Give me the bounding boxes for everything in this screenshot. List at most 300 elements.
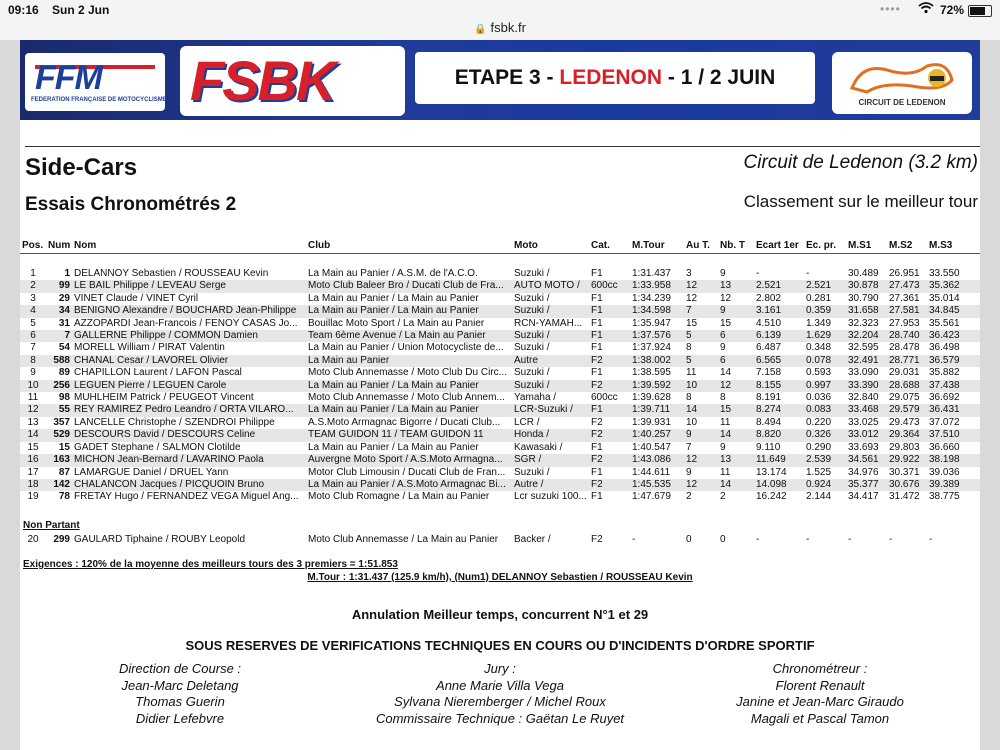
table-cell: Suzuki / [514, 466, 550, 478]
jury-name: Anne Marie Villa Vega [436, 677, 564, 693]
table-cell: 1:39.711 [630, 404, 684, 416]
table-cell: 1:37.576 [630, 330, 684, 342]
table-cell: 12 [684, 280, 718, 292]
table-cell: 29.075 [889, 392, 920, 404]
table-cell: 8 [720, 392, 726, 404]
table-cell: 0 [720, 534, 726, 545]
table-cell: 78 [58, 491, 70, 503]
table-cell: 8.274 [754, 404, 804, 416]
table-cell: 0.281 [806, 292, 832, 304]
ffm-logo[interactable] [25, 53, 165, 111]
table-cell: F1 [591, 342, 603, 354]
table-cell: 32.204 [846, 330, 887, 342]
table-cell: 31.658 [846, 305, 887, 317]
table-cell: SGR / [512, 454, 589, 466]
table-cell: 29.579 [887, 404, 927, 416]
chrono-name: Magali et Pascal Tamon [750, 710, 890, 726]
table-cell: 30.676 [887, 479, 927, 491]
table-cell: 8 [686, 392, 692, 404]
table-cell: 34.976 [848, 466, 879, 478]
table-cell: 1:40.547 [632, 441, 671, 453]
jury-title: Jury : [484, 661, 516, 676]
event-title [415, 52, 815, 104]
table-cell: 55 [46, 404, 72, 416]
table-cell: 12 [686, 292, 698, 304]
column-header: M.S2 [887, 237, 927, 254]
table-cell: 38.775 [929, 491, 960, 503]
fsbk-logo[interactable] [180, 46, 405, 116]
table-cell: F1 [591, 466, 603, 478]
table-row[interactable] [20, 442, 980, 454]
table-row[interactable] [20, 404, 980, 416]
table-cell: 28.771 [887, 355, 927, 367]
table-cell: 15 [686, 317, 698, 329]
table-cell: 5 [30, 317, 36, 329]
table-cell: 17 [27, 466, 39, 478]
category-title: Side-Cars [25, 154, 138, 181]
table-cell: Suzuki / [514, 367, 550, 379]
table-row[interactable] [20, 491, 980, 503]
ffm-logo-text: FFM [35, 59, 102, 97]
circuit-logo[interactable] [832, 52, 972, 114]
table-cell: 31.472 [889, 491, 920, 503]
table-cell: F1 [591, 317, 603, 329]
column-header: Ecart 1er [754, 237, 804, 254]
table-cell: 9 [720, 342, 726, 354]
table-cell: 1:34.239 [632, 292, 671, 304]
table-cell: 600cc [591, 392, 618, 404]
table-cell: - [806, 534, 810, 545]
etape-prefix: ETAPE 3 - [454, 66, 560, 89]
table-cell: MICHON Jean-Bernard / LAVARINO Paola [72, 454, 306, 466]
table-cell: 34 [46, 305, 72, 317]
table-cell: DESCOURS David / DESCOURS Celine [72, 429, 306, 441]
table-cell: 32.491 [846, 355, 887, 367]
table-row[interactable] [20, 454, 980, 466]
ffm-subtitle: FEDERATION FRANÇAISE DE MOTOCYCLISME [31, 97, 167, 103]
etape-venue: LEDENON [559, 66, 663, 89]
table-cell: 32.840 [848, 392, 879, 404]
chrono-name: Florent Renault [775, 677, 865, 693]
table-row[interactable] [20, 380, 980, 392]
table-cell: 2 [720, 491, 726, 503]
table-cell: 27.361 [889, 292, 920, 304]
table-cell: 36.579 [927, 355, 980, 367]
table-cell: 30.371 [889, 466, 920, 478]
table-cell: F1 [591, 367, 603, 379]
column-header: Cat. [589, 237, 630, 254]
table-cell: 20 [27, 534, 39, 545]
annulation-note: Annulation Meilleur temps, concurrent N°1 et 29 [351, 607, 649, 622]
table-cell: 30.878 [846, 280, 887, 292]
column-header: Nom [72, 237, 306, 254]
table-cell: 14 [720, 367, 732, 379]
table-cell: 15 [27, 441, 39, 453]
table-cell: La Main au Panier [306, 355, 512, 367]
table-cell: 0.924 [804, 479, 846, 491]
table-row[interactable] [20, 280, 980, 292]
table-row[interactable] [20, 268, 980, 280]
table-cell: F1 [591, 268, 603, 279]
table-cell: 0.359 [804, 305, 846, 317]
table-cell: 4 [20, 305, 46, 317]
table-cell: 37.438 [927, 380, 980, 392]
table-cell: 1:35.947 [632, 317, 671, 329]
table-cell: 33.090 [848, 367, 879, 379]
table-row[interactable] [20, 367, 980, 379]
table-cell: Kawasaki / [514, 441, 563, 453]
table-cell: 30.489 [848, 268, 879, 279]
table-cell: 9 [720, 268, 726, 279]
table-cell: 29 [58, 292, 70, 304]
table-cell: 13 [27, 416, 39, 428]
table-cell: 588 [46, 355, 72, 367]
table-cell: 14 [20, 429, 46, 441]
table-cell: 99 [46, 280, 72, 292]
table-cell: - [889, 534, 893, 545]
table-cell: 6 [20, 330, 46, 342]
table-cell: 600cc [589, 280, 630, 292]
table-cell: - [756, 268, 760, 279]
table-cell: 2 [686, 491, 692, 503]
table-cell: 7 [30, 342, 36, 354]
table-cell: 14.098 [754, 479, 804, 491]
table-row[interactable] [20, 355, 980, 367]
table-cell: 5 [684, 330, 718, 342]
table-cell: 33.693 [848, 441, 879, 453]
direction-name: Didier Lefebvre [135, 710, 225, 726]
circuit-title: Circuit de Ledenon (3.2 km) [743, 152, 978, 173]
results-table [20, 237, 980, 504]
table-cell: Moto Club Romagne / La Main au Panier [308, 491, 490, 503]
table-cell: 8.191 [756, 392, 782, 404]
table-cell: 29.031 [889, 367, 920, 379]
table-cell: 12 [718, 380, 754, 392]
table-cell: 12 [720, 292, 732, 304]
direction-name: Thomas Guerin [135, 694, 225, 709]
table-cell: 8 [20, 355, 46, 367]
column-header: Moto [512, 237, 589, 254]
table-cell: 28.478 [889, 342, 920, 354]
table-cell: Motor Club Limousin / Ducati Club de Fran... [308, 466, 506, 478]
table-cell: 1.629 [804, 330, 846, 342]
table-cell: La Main au Panier / A.S.Moto Armagnac Bi... [306, 479, 512, 491]
table-cell: 29.364 [887, 429, 927, 441]
direction-course [90, 661, 270, 727]
table-cell: 89 [58, 367, 70, 379]
column-header: Pos. [20, 237, 46, 254]
table-cell: 6.565 [754, 355, 804, 367]
table-cell: 6.139 [754, 330, 804, 342]
table-row[interactable] [20, 467, 980, 479]
table-cell: 163 [46, 454, 72, 466]
table-cell: 1:39.931 [632, 416, 671, 428]
table-cell: 13 [718, 454, 754, 466]
table-row[interactable] [20, 318, 980, 330]
table-cell: 0.083 [804, 404, 846, 416]
table-cell: 54 [58, 342, 70, 354]
table-cell: 7 [46, 330, 72, 342]
table-cell: 35.882 [929, 367, 960, 379]
classement-title: Classement sur le meilleur tour [743, 192, 978, 211]
table-row[interactable] [20, 392, 980, 404]
table-cell: 1:38.002 [630, 355, 684, 367]
table-cell: 34.845 [927, 305, 980, 317]
table-cell: 36.423 [927, 330, 980, 342]
table-cell: GALLERNE Philippe / COMMON Damien [72, 330, 306, 342]
table-cell: LEGUEN Pierre / LEGUEN Carole [72, 380, 306, 392]
table-cell: F2 [589, 380, 630, 392]
table-cell: LE BAIL Philippe / LEVEAU Serge [72, 280, 306, 292]
table-cell: 1:44.611 [632, 466, 671, 478]
table-cell: 14 [718, 479, 754, 491]
table-cell: 15 [58, 441, 70, 453]
table-row[interactable] [20, 429, 980, 441]
table-cell: 2.521 [804, 280, 846, 292]
table-cell: 12 [684, 479, 718, 491]
table-cell: 35.362 [927, 280, 980, 292]
table-row[interactable] [20, 293, 980, 305]
table-cell: Bouillac Moto Sport / La Main au Panier [308, 317, 485, 329]
table-cell: 11 [27, 392, 39, 404]
table-cell: 1.349 [806, 317, 832, 329]
table-cell: LCR-Suzuki / [512, 404, 589, 416]
table-cell: 36.431 [927, 404, 980, 416]
table-cell: 0.220 [806, 416, 832, 428]
table-cell: 8.155 [754, 380, 804, 392]
table-cell: 7 [686, 441, 692, 453]
table-cell: Moto Club Annemasse / Moto Club Du Circ... [308, 367, 507, 379]
table-cell: 3 [686, 268, 692, 279]
table-cell: BENIGNO Alexandre / BOUCHARD Jean-Philippe [72, 305, 306, 317]
table-cell: 0.078 [804, 355, 846, 367]
table-cell: 11 [720, 416, 731, 428]
table-cell: - [806, 268, 810, 279]
table-cell: Honda / [512, 429, 589, 441]
table-cell: 9 [720, 441, 726, 453]
table-row[interactable] [20, 305, 980, 317]
table-cell: 9 [30, 367, 36, 379]
table-cell: 27.953 [889, 317, 920, 329]
column-header: Club [306, 237, 512, 254]
table-cell: 18 [20, 479, 46, 491]
table-cell: 36.692 [929, 392, 960, 404]
battery-icon [968, 5, 992, 17]
table-row[interactable] [20, 330, 980, 342]
table-cell: - [632, 534, 636, 545]
results-page [20, 40, 980, 750]
direction-title: Direction de Course : [118, 661, 242, 676]
address-bar[interactable] [0, 20, 1000, 40]
table-cell: 0.326 [804, 429, 846, 441]
table-cell: 34.417 [848, 491, 879, 503]
table-cell: Backer / [514, 534, 551, 545]
table-cell: 2 [20, 280, 46, 292]
table-cell: Moto Club Annemasse / Moto Club Annem... [308, 392, 505, 404]
table-cell: Team 6ème Avenue / La Main au Panier [306, 330, 512, 342]
table-cell: 13.174 [756, 466, 787, 478]
table-cell: F1 [589, 404, 630, 416]
table-cell: Moto Club Annemasse / La Main au Panier [308, 534, 499, 545]
table-cell: CHANAL Cesar / LAVOREL Olivier [72, 355, 306, 367]
table-cell: 29.473 [889, 416, 920, 428]
table-cell: 1:45.535 [630, 479, 684, 491]
table-row[interactable] [20, 417, 980, 429]
table-cell: VINET Claude / VINET Cyril [74, 292, 199, 304]
table-cell: 6 [718, 330, 754, 342]
table-cell: F2 [591, 416, 603, 428]
battery-percent: 72% [940, 3, 965, 17]
table-cell: La Main au Panier / La Main au Panier [306, 404, 512, 416]
reserves-note: SOUS RESERVES DE VERIFICATIONS TECHNIQUES EN COURS OU D'INCIDENTS D'ORDRE SPORTIF [185, 638, 815, 653]
table-cell: 1:43.086 [630, 454, 684, 466]
table-cell: La Main au Panier / La Main au Panier [308, 292, 479, 304]
column-header: M.S3 [927, 237, 980, 254]
table-cell: 36.498 [929, 342, 960, 354]
table-cell: 33.012 [846, 429, 887, 441]
table-cell: RCN-YAMAH... [514, 317, 583, 329]
table-cell: La Main au Panier / La Main au Panier [306, 305, 512, 317]
table-cell: 28.688 [887, 380, 927, 392]
table-cell: La Main au Panier / La Main au Panier [306, 380, 512, 392]
table-cell: Suzuki / [512, 330, 589, 342]
column-header: Nb. T [718, 237, 754, 254]
table-cell: 29.803 [889, 441, 920, 453]
table-cell: TEAM GUIDON 11 / TEAM GUIDON 11 [306, 429, 512, 441]
table-cell: 37.510 [927, 429, 980, 441]
table-cell: Autre [512, 355, 589, 367]
jury [350, 661, 650, 727]
column-header: M.Tour [630, 237, 684, 254]
chrono-title: Chronométreur : [772, 661, 868, 676]
table-cell: 19 [27, 491, 39, 503]
status-date: Sun 2 Jun [52, 3, 110, 17]
table-cell: 1:34.598 [630, 305, 684, 317]
chrono-name: Janine et Jean-Marc Giraudo [736, 694, 904, 709]
table-cell: 1:39.628 [632, 392, 671, 404]
table-cell: Yamaha / [514, 392, 557, 404]
table-cell: LAMARGUE Daniel / DRUEL Yann [74, 466, 229, 478]
table-cell: CHALANCON Jacques / PICQUOIN Bruno [72, 479, 306, 491]
table-cell: 16.242 [756, 491, 787, 503]
best-lap-note: M.Tour : 1:31.437 (125.9 km/h), (Num1) DELANNOY Sebastien / ROUSSEAU Kevin [307, 572, 693, 583]
table-cell: - [929, 534, 933, 545]
table-cell: FRETAY Hugo / FERNANDEZ VEGA Miguel Ang... [74, 491, 299, 503]
table-cell: Suzuki / [514, 292, 550, 304]
table-cell: 27.473 [887, 280, 927, 292]
table-cell: 256 [46, 380, 72, 392]
table-cell: 29.922 [887, 454, 927, 466]
table-cell: 0.997 [804, 380, 846, 392]
table-cell: 33.390 [846, 380, 887, 392]
table-cell: 0.290 [806, 441, 832, 453]
column-header: Ec. pr. [804, 237, 846, 254]
table-cell: 15 [720, 317, 732, 329]
table-cell: GADET Stephane / SALMON Clotilde [74, 441, 241, 453]
table-cell: 8.820 [754, 429, 804, 441]
table-cell: 2.539 [804, 454, 846, 466]
table-cell: AZZOPARDI Jean-Francois / FENOY CASAS Jo... [74, 317, 298, 329]
table-cell: 1 [30, 268, 36, 279]
table-cell: Suzuki / [514, 268, 550, 279]
column-header: Num [46, 237, 72, 254]
table-cell: - [756, 534, 760, 545]
table-cell: 142 [46, 479, 72, 491]
table-cell: MUHLHEIM Patrick / PEUGEOT Vincent [74, 392, 254, 404]
table-cell: 32.595 [848, 342, 879, 354]
non-partant-table [20, 533, 980, 546]
table-cell: 299 [53, 534, 70, 545]
table-spacer [20, 254, 980, 269]
multitask-dots[interactable]: •••• [880, 2, 901, 16]
table-cell: 15 [718, 404, 754, 416]
table-cell: 31 [58, 317, 70, 329]
table-cell: 6 [718, 355, 754, 367]
event-banner [20, 40, 980, 120]
table-cell: La Main au Panier / Union Motocycliste de... [308, 342, 504, 354]
table-cell: 34.561 [846, 454, 887, 466]
table-cell: 8.494 [756, 416, 782, 428]
header-divider [25, 146, 980, 147]
table-cell: 2.144 [806, 491, 832, 503]
table-cell: MORELL William / PIRAT Valentin [74, 342, 225, 354]
table-cell: F1 [591, 441, 603, 453]
table-cell: F1 [589, 305, 630, 317]
table-cell: F1 [591, 491, 603, 503]
table-cell: 12 [20, 404, 46, 416]
table-cell: Suzuki / [512, 380, 589, 392]
table-cell: 0.348 [806, 342, 832, 354]
table-cell: Auvergne Moto Sport / A.S.Moto Armagna... [306, 454, 512, 466]
table-cell: 14 [718, 429, 754, 441]
direction-name: Jean-Marc Deletang [121, 677, 239, 693]
table-cell: F2 [589, 429, 630, 441]
table-cell: 1:33.958 [630, 280, 684, 292]
table-cell: 0 [686, 534, 692, 545]
table-cell: 1:40.257 [630, 429, 684, 441]
table-cell: 1:47.679 [632, 491, 671, 503]
jury-name: Commissaire Technique : Gaëtan Le Ruyet [375, 710, 625, 726]
table-header-row [20, 237, 980, 254]
non-partant-label: Non Partant [23, 520, 80, 531]
table-row[interactable] [20, 479, 980, 491]
table-cell: F2 [589, 355, 630, 367]
table-cell: 9 [718, 305, 754, 317]
table-cell: 36.660 [929, 441, 960, 453]
table-cell: 9.110 [756, 441, 781, 453]
table-cell: La Main au Panier / A.S.M. de l'A.C.O. [308, 268, 478, 279]
table-row[interactable] [20, 342, 980, 354]
table-cell: 98 [58, 392, 70, 404]
table-cell: Lcr suzuki 100... [514, 491, 587, 503]
table-cell: 0.593 [806, 367, 832, 379]
status-bar [0, 0, 1000, 20]
table-cell: 35.561 [929, 317, 960, 329]
table-cell: 0.036 [806, 392, 832, 404]
table-cell: 2.521 [754, 280, 804, 292]
table-cell: DELANNOY Sebastien / ROUSSEAU Kevin [74, 268, 269, 279]
table-cell: 2.802 [756, 292, 782, 304]
table-cell: 33.550 [929, 268, 960, 279]
table-cell: 33.468 [846, 404, 887, 416]
table-cell: 1:31.437 [632, 268, 671, 279]
exigences-note: Exigences : 120% de la moyenne des meilleurs tours des 3 premiers = 1:51.853 [23, 559, 398, 570]
table-cell: 1:39.592 [630, 380, 684, 392]
table-cell: Suzuki / [514, 342, 550, 354]
table-cell: 1:38.595 [632, 367, 671, 379]
table-cell: F2 [591, 534, 603, 545]
table-cell: 11 [720, 466, 731, 478]
